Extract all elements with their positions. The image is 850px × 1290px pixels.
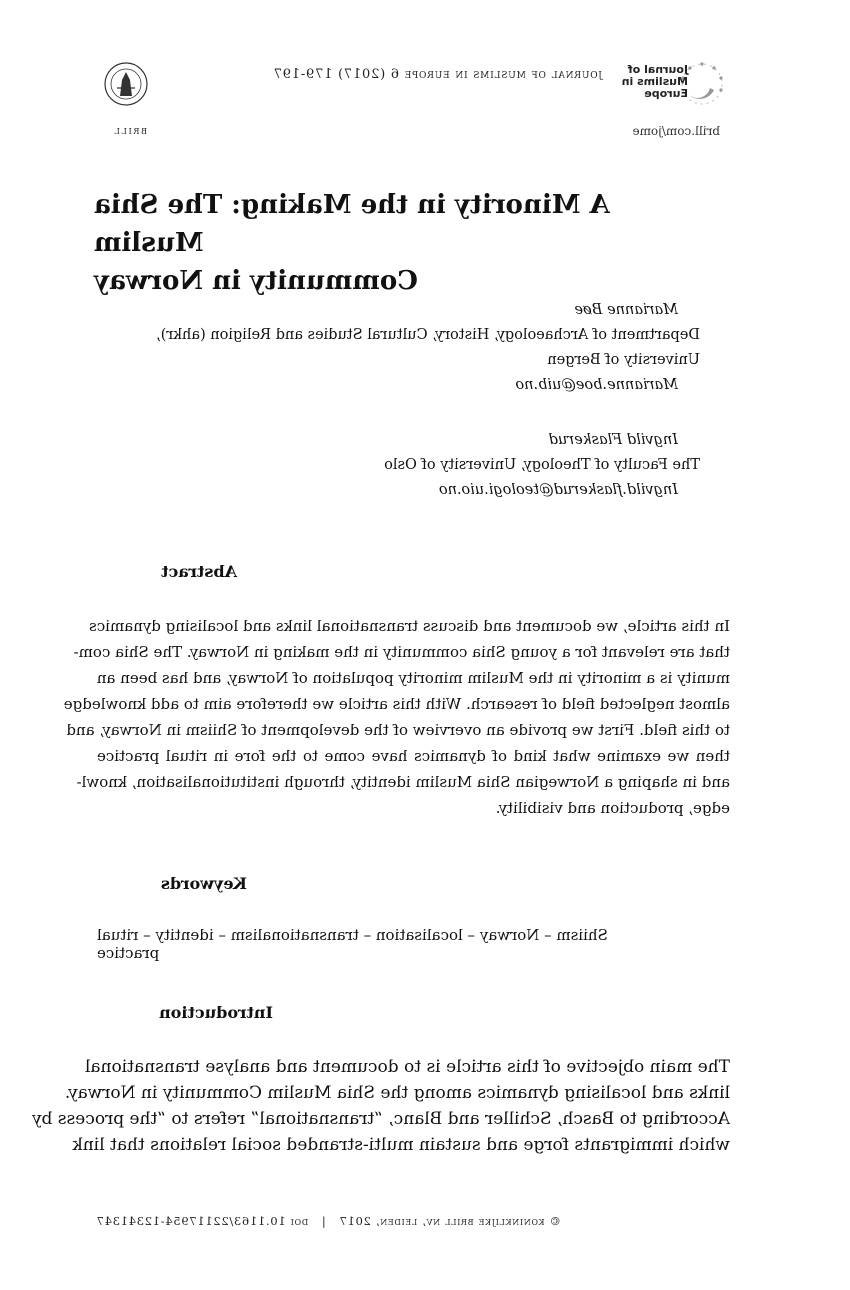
title-line-2: Community in Norway — [94, 266, 418, 296]
keywords-list: Shiism – Norway – localisation – transnationalism – identity – ritual practice — [97, 926, 608, 962]
footer-separator: | — [312, 1214, 335, 1228]
logo-line-1: Journal of — [627, 63, 688, 76]
journal-site: brill.com/jome — [632, 124, 720, 138]
footer-copyright: © koninklijke brill nv, leiden, 2017 — [338, 1214, 562, 1228]
author-affiliation — [144, 323, 700, 348]
introduction-heading: Introduction — [159, 1003, 273, 1022]
abstract-line: that are relevant for a young Shia community in the making in Norway. The Shia com- — [73, 643, 730, 661]
author-block-1 — [144, 298, 700, 398]
journal-logo — [618, 58, 728, 114]
article-title — [94, 186, 626, 300]
abstract-line: then we examine what kind of dynamics have come to the fore in ritual practice — [97, 747, 730, 765]
brill-seal-icon — [102, 58, 150, 114]
intro-line: According to Basch, Schiller and Blanc, “transnational” refers to “the process by — [31, 1109, 730, 1129]
author-email[interactable]: Marianne.boe@uib.no — [515, 377, 678, 393]
author-email[interactable]: Ingvild.flaskerud@teologi.uio.no — [438, 482, 678, 498]
intro-line: which immigrants forge and sustain multi-stranded social relations that link — [72, 1135, 730, 1155]
abstract-line: almost neglected field of research. With this article we therefore aim to add knowledge — [63, 695, 730, 713]
affiliation-line: Department of Archaeology, History, Cultural Studies and Religion (ahkr), — [156, 327, 700, 343]
author-name: Ingvild Flaskerud — [548, 432, 678, 448]
abstract-line: munity is a minority in the Muslim minority population of Norway, and has been an — [96, 669, 730, 687]
intro-line: The main objective of this article is to document and analyse transnational — [84, 1057, 730, 1077]
abstract-heading: Abstract — [161, 562, 237, 581]
affiliation-line: University of Bergen — [547, 352, 700, 368]
footer — [96, 1214, 568, 1228]
running-head: journal of muslims in europe 6 (2017) 179-197 — [272, 67, 602, 82]
intro-line: links and localising dynamics among the Shia Muslim Community in Norway. — [64, 1083, 730, 1103]
abstract-body — [63, 613, 730, 821]
abstract-line: and in shaping a Norwegian Shia Muslim identity, through institutionalisation, knowl- — [76, 773, 730, 791]
logo-line-2: Muslims in Europe — [621, 75, 688, 100]
author-block-2 — [144, 428, 700, 503]
footer-doi[interactable]: doi 10.1163/22117954-12341347 — [96, 1214, 309, 1228]
keywords-heading: Keywords — [160, 874, 247, 893]
publisher-name: brill — [112, 123, 147, 137]
abstract-line: to this field. First we provide an overview of the development of Shiism in Norway, and — [66, 721, 730, 739]
author-name: Marianne Bøe — [574, 302, 678, 318]
abstract-line: In this article, we document and discuss transnational links and localising dynamics — [89, 617, 730, 635]
affiliation-line: The Faculty of Theology, University of Oslo — [384, 457, 700, 473]
introduction-body — [31, 1054, 730, 1158]
author-affiliation — [144, 348, 700, 373]
abstract-line: edge, production and visibility. — [495, 799, 730, 817]
author-affiliation — [144, 453, 700, 478]
title-line-1: A Minority in the Making: The Shia Muslim — [94, 190, 610, 258]
